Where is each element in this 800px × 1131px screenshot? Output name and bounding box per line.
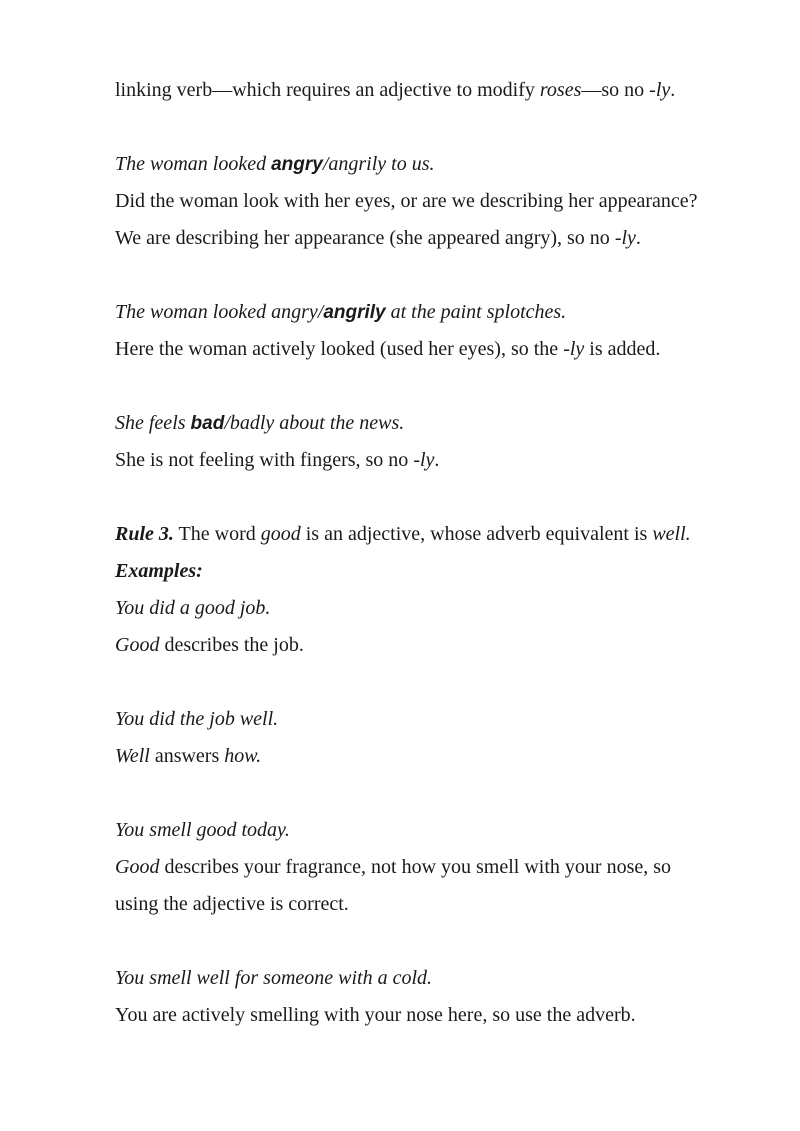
text-italic: well. bbox=[652, 523, 691, 545]
text-italic: good bbox=[260, 523, 301, 545]
text: at the paint splotches. bbox=[385, 301, 567, 323]
text: . bbox=[670, 79, 676, 101]
text: She feels bbox=[115, 412, 191, 434]
spacer bbox=[115, 368, 765, 405]
text-italic: roses bbox=[539, 79, 582, 101]
emphasis-word: angry bbox=[271, 154, 323, 175]
example-sentence-3 bbox=[115, 405, 765, 442]
example-sentence-6: You smell good today. bbox=[115, 819, 290, 841]
explanation-7: You are actively smelling with your nose here, so use the adverb. bbox=[115, 1004, 636, 1026]
explanation-6-line-1 bbox=[115, 849, 765, 886]
text: describes the job. bbox=[159, 634, 304, 656]
explanation-3 bbox=[115, 442, 765, 479]
text: . bbox=[434, 449, 440, 471]
paragraph-linking-verb bbox=[115, 72, 765, 109]
text: . bbox=[635, 227, 641, 249]
text-italic: -ly bbox=[563, 338, 585, 360]
text: is added. bbox=[584, 338, 661, 360]
text: /angrily to us. bbox=[322, 153, 435, 175]
rule-3-heading bbox=[115, 516, 765, 553]
explanation-1-line-2 bbox=[115, 220, 765, 257]
text-italic: -ly bbox=[649, 79, 671, 101]
spacer bbox=[115, 775, 765, 812]
rule-label: Rule 3. bbox=[115, 523, 174, 545]
example-sentence-5: You did the job well. bbox=[115, 708, 279, 730]
spacer bbox=[115, 109, 765, 146]
explanation-5 bbox=[115, 738, 765, 775]
spacer bbox=[115, 664, 765, 701]
explanation-4 bbox=[115, 627, 765, 664]
text: answers bbox=[149, 745, 225, 767]
text: The woman looked bbox=[115, 153, 272, 175]
example-sentence-4: You did a good job. bbox=[115, 597, 271, 619]
example-sentence-1 bbox=[115, 146, 765, 183]
text: is an adjective, whose adverb equivalent is bbox=[300, 523, 653, 545]
text-italic: -ly bbox=[614, 227, 636, 249]
text-italic: how. bbox=[224, 745, 262, 767]
text-italic: Well bbox=[115, 745, 150, 767]
explanation-6-line-2: using the adjective is correct. bbox=[115, 893, 349, 915]
text: describes your fragrance, not how you smell with your nose, so bbox=[159, 856, 672, 878]
text: She is not feeling with fingers, so no bbox=[115, 449, 414, 471]
explanation-1-line-1: Did the woman look with her eyes, or are we describing her appearance? bbox=[115, 190, 698, 212]
text-italic: Good bbox=[115, 634, 160, 656]
text: Here the woman actively looked (used her eyes), so the bbox=[115, 338, 564, 360]
spacer bbox=[115, 479, 765, 516]
emphasis-word: bad bbox=[190, 413, 225, 434]
example-sentence-7: You smell well for someone with a cold. bbox=[115, 967, 433, 989]
text-italic: Good bbox=[115, 856, 160, 878]
text: The word bbox=[173, 523, 261, 545]
spacer bbox=[115, 257, 765, 294]
spacer bbox=[115, 923, 765, 960]
text-italic: -ly bbox=[413, 449, 435, 471]
text: /badly about the news. bbox=[224, 412, 405, 434]
explanation-2 bbox=[115, 331, 765, 368]
emphasis-word: angrily bbox=[323, 302, 386, 323]
document-page bbox=[115, 72, 765, 1034]
text: We are describing her appearance (she appeared angry), so no bbox=[115, 227, 615, 249]
example-sentence-2 bbox=[115, 294, 765, 331]
text: —so no bbox=[581, 79, 650, 101]
text: linking verb—which requires an adjective to modify bbox=[115, 79, 540, 101]
text: The woman looked angry/ bbox=[115, 301, 324, 323]
examples-label: Examples: bbox=[115, 560, 203, 582]
